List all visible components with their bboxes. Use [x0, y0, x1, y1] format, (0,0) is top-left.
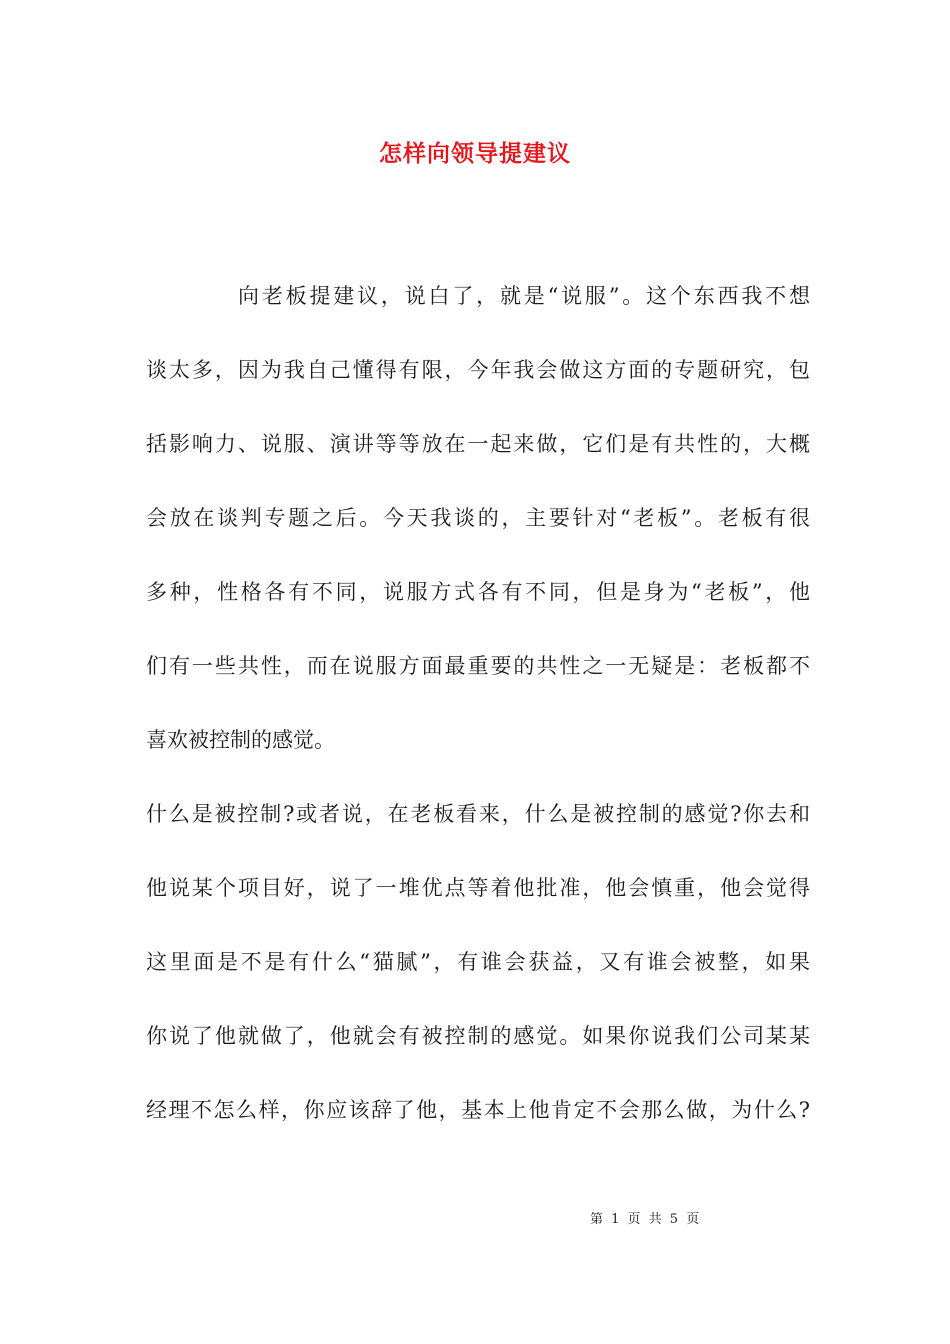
page-number-footer: 第 1 页 共 5 页 — [590, 1212, 702, 1227]
text-line: 会放在谈判专题之后。今天我谈的，主要针对“老板”。老板有很 — [146, 506, 810, 530]
text-line: 这里面是不是有什么“猫腻”，有谁会获益，又有谁会被整，如果 — [146, 950, 810, 974]
document-title: 怎样向领导提建议 — [379, 140, 571, 167]
text-line: 什么是被控制?或者说，在老板看来，什么是被控制的感觉?你去和 — [146, 802, 810, 826]
text-line: 多种，性格各有不同，说服方式各有不同，但是身为“老板”，他 — [146, 580, 810, 604]
text-line: 他说某个项目好，说了一堆优点等着他批准，他会慎重，他会觉得 — [146, 876, 810, 900]
text-line: 你说了他就做了，他就会有被控制的感觉。如果你说我们公司某某 — [146, 1024, 810, 1048]
text-line: 向老板提建议，说白了，就是“说服”。这个东西我不想 — [238, 284, 810, 308]
text-line: 括影响力、说服、演讲等等放在一起来做，它们是有共性的，大概 — [146, 432, 810, 456]
text-line: 们有一些共性，而在说服方面最重要的共性之一无疑是：老板都不 — [146, 654, 810, 678]
text-line: 谈太多，因为我自己懂得有限，今年我会做这方面的专题研究，包 — [146, 358, 810, 382]
text-line: 经理不怎么样，你应该辞了他，基本上他肯定不会那么做，为什么? — [146, 1098, 810, 1122]
text-line: 喜欢被控制的感觉。 — [146, 728, 335, 752]
